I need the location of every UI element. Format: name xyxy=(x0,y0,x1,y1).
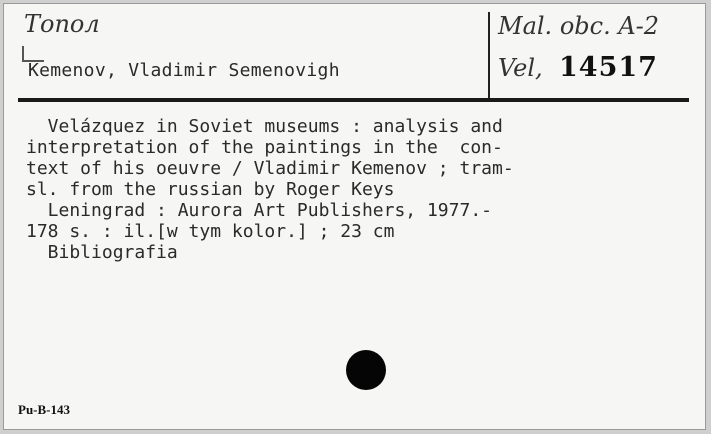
description-line-1: Velázquez in Soviet museums : analysis and xyxy=(26,116,503,137)
handwritten-location: Mal. obc. A-2 xyxy=(498,12,660,40)
handwritten-header: Топол xyxy=(24,10,100,38)
horizontal-divider xyxy=(18,98,689,102)
catalog-card xyxy=(3,3,706,430)
footer-code: Pu-B-143 xyxy=(18,402,70,417)
author-heading: Kemenov, Vladimir Semenovigh xyxy=(28,60,340,81)
description-line-7: Bibliografia xyxy=(26,242,178,263)
description-line-4: sl. from the russian by Roger Keys xyxy=(26,179,395,200)
description-line-6: 178 s. : il.[w tym kolor.] ; 23 cm xyxy=(26,221,395,242)
description-line-3: text of his oeuvre / Vladimir Kemenov ; tram- xyxy=(26,158,514,179)
vertical-divider xyxy=(488,12,490,100)
bibliographic-description xyxy=(26,116,514,263)
description-line-5: Leningrad : Aurora Art Publishers, 1977.- xyxy=(26,200,492,221)
call-number: 14517 xyxy=(559,52,658,83)
handwritten-volume: Vel, xyxy=(498,54,543,82)
punch-hole xyxy=(346,350,386,390)
description-line-2: interpretation of the paintings in the con- xyxy=(26,137,503,158)
